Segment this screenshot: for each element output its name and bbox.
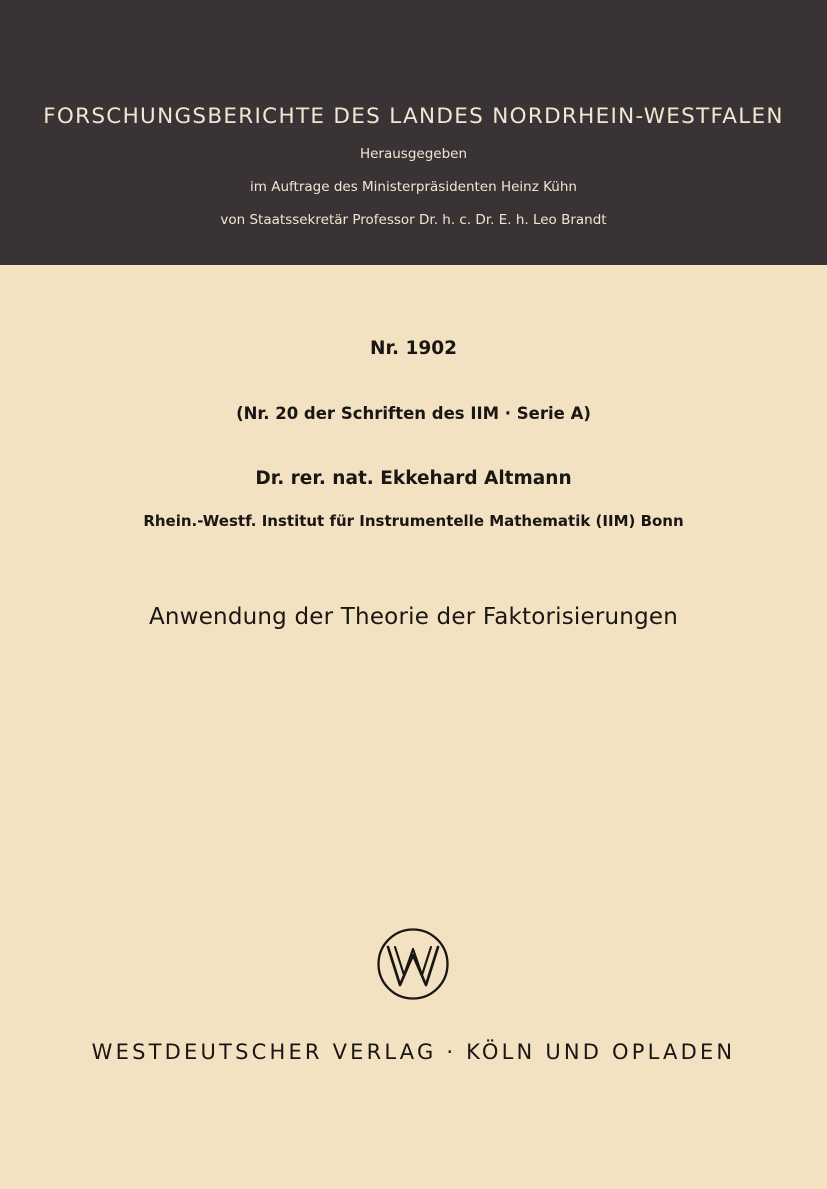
issue-number: Nr. 1902 — [370, 338, 457, 359]
editor-line-2: im Auftrage des Ministerpräsidenten Heinz Kühn — [250, 179, 577, 195]
series-note: (Nr. 20 der Schriften des IIM · Serie A) — [236, 404, 591, 423]
series-title: FORSCHUNGSBERICHTE DES LANDES NORDRHEIN-WESTFALEN — [43, 104, 784, 129]
editor-line-3: von Staatssekretär Professor Dr. h. c. Dr. E. h. Leo Brandt — [220, 212, 607, 228]
book-title: Anwendung der Theorie der Faktorisierungen — [148, 604, 679, 630]
author-institution: Rhein.-Westf. Institut für Instrumentelle Mathematik (IIM) Bonn — [143, 512, 684, 530]
editor-line-1: Herausgegeben — [359, 146, 468, 162]
series-header-band — [0, 0, 827, 265]
author-name: Dr. rer. nat. Ekkehard Altmann — [255, 468, 572, 489]
publisher-line: WESTDEUTSCHER VERLAG · KÖLN UND OPLADEN — [91, 1040, 736, 1064]
westdeutscher-verlag-logo-icon — [376, 927, 450, 1001]
